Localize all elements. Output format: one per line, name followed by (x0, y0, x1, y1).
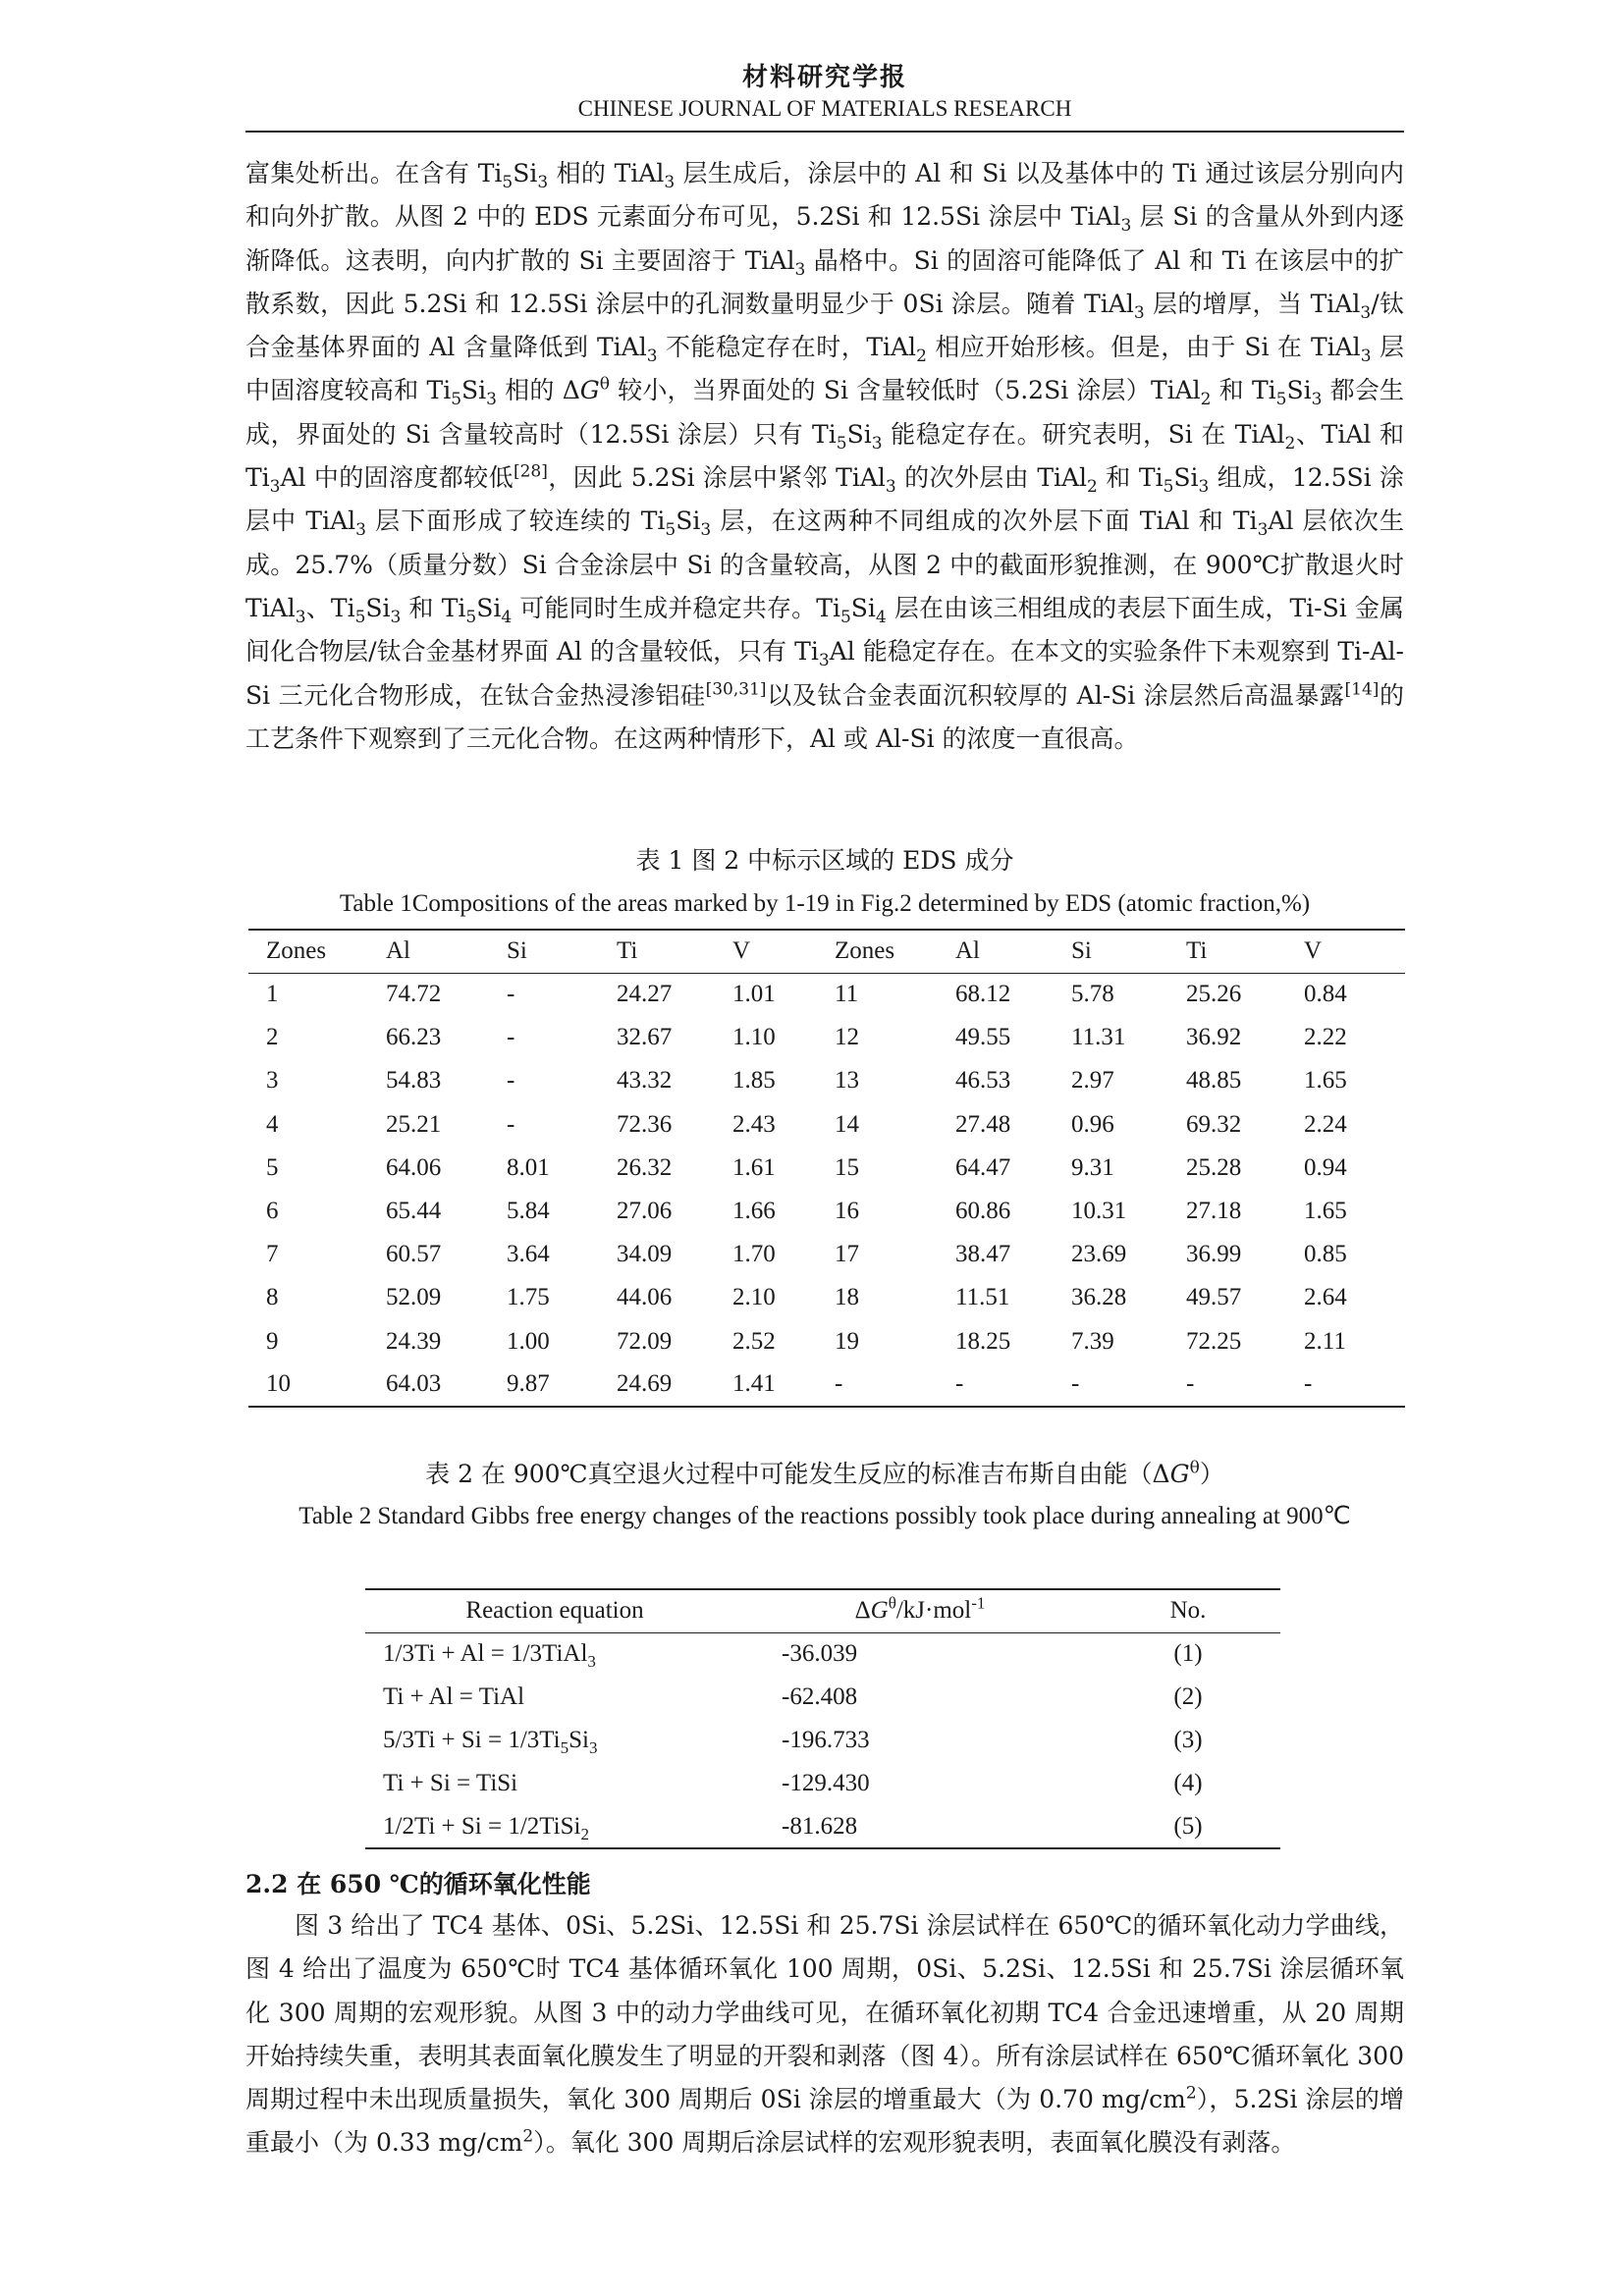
table1-cell: 48.85 (1186, 1067, 1242, 1095)
table2-header-row (365, 1589, 1280, 1632)
table1-cell: 10 (266, 1370, 291, 1398)
table1-cell: 34.09 (617, 1241, 673, 1268)
running-header (245, 61, 1404, 124)
table2-cell: -81.628 (782, 1812, 858, 1840)
table1-cell: 74.72 (386, 981, 442, 1008)
table1-cell: 36.92 (1186, 1024, 1242, 1051)
table1-cell: 1.41 (732, 1370, 776, 1398)
table2-caption-cn: 表 2 在 900℃真空退火过程中可能发生反应的标准吉布斯自由能$(\Delta G^\theta)$ (425, 1458, 1224, 1488)
table2-cell: 1/2Ti + Si = 1/2TiSi$_2$ (383, 1812, 589, 1843)
journal-title-en: CHINESE JOURNAL OF MATERIALS RESEARCH (577, 96, 1072, 121)
table1-cell: - (955, 1370, 964, 1398)
table1-cell: 8 (266, 1284, 279, 1311)
table1-cell: 72.25 (1186, 1327, 1242, 1355)
table1-cell: 66.23 (386, 1024, 442, 1051)
table1-cell: 1.66 (732, 1198, 776, 1225)
body-paragraph: 富集处析出。在含有 $Ti_5Si_3$ 相的 TiAl$_3$ 层生成后，涂层中的 Al 和 Si 以及基体中的 Ti 通过该层分别向内和向外扩散。从图 2 中的 EDS 元素面分布可见，5.2Si 和 12.5Si 涂层中 TiAl$_3$ 层 Si 的含量从外到内逐渐降低。这表明，向内扩散的 Si 主要固溶于 TiAl$_3$ 晶格中。Si 的固溶可能降低了 Al 和 Ti 在该层中的扩散系数，因此 5.2Si 和 12.5Si 涂层中的孔洞数量明显少于 0Si 涂层。随着 TiAl$_3$ 层的增厚，当 TiAl$_3$/钛合金基体界面的 Al 含量降低到 TiAl$_3$ 不能稳定存在时，TiAl$_2$ 相应开始形核。但是，由于 Si 在 TiAl$_3$ 层中固溶度较高和 $Ti_5Si_3$ 相的 $\Delta G^\theta$ 较小，当界面处的 Si 含量较低时（5.2Si 涂层）TiAl$_2$ 和 $Ti_5Si_3$ 都会生成，界面处的 Si 含量较高时（12.5Si 涂层）只有 $Ti_5Si_3$ 能稳定存在。研究表明，Si 在 TiAl$_2$、TiAl 和 $Ti_3Al$ 中的固溶度都较低[28]，因此 5.2Si 涂层中紧邻 TiAl$_3$ 的次外层由 TiAl$_2$ 和 $Ti_5Si_3$ 组成，12.5Si 涂层中 TiAl$_3$ 层下面形成了较连续的 $Ti_5Si_3$ 层，在这两种不同组成的次外层下面 TiAl 和 $Ti_3Al$ 层依次生成。25.7%（质量分数）Si 合金涂层中 Si 的含量较高，从图 2 中的截面形貌推测，在 900℃扩散退火时 TiAl$_3$、$Ti_5Si_3$ 和 $Ti_5Si_4$ 可能同时生成并稳定共存。$Ti_5Si_4$ 层在由该三相组成的表层下面生成，Ti-Si 金属间化合物层/钛合金基材界面 Al 的含量较低，只有 $Ti_3Al$ 能稳定存在。在本文的实验条件下未观察到 Ti-Al-Si 三元化合物形成，在钛合金热浸渗铝硅[30,31]以及钛合金表面沉积较厚的 Al-Si 涂层然后高温暴露[14]的工艺条件下观察到了三元化合物。在这两种情形下，Al 或 Al-Si 的浓度一直很高。 (245, 159, 1405, 753)
table1-row (248, 1103, 1405, 1147)
table1-caption-cn: 表 1 图 2 中标示区域的 EDS 成分 (635, 846, 1014, 875)
table2-row (365, 1676, 1280, 1719)
table2-cell: -36.039 (782, 1640, 858, 1668)
table2-cell: 1/3Ti + Al = 1/3TiAl$_3$ (383, 1640, 596, 1672)
table1-cell: 17 (835, 1241, 859, 1268)
table1-cell: 4 (266, 1110, 279, 1138)
table1-header-cell: Si (507, 937, 527, 965)
table1-cell: 2.43 (732, 1110, 776, 1138)
table1-row (248, 973, 1405, 1016)
section-heading: 2.2 在 650 ℃的循环氧化性能 (245, 1870, 591, 1898)
table1-cell: 23.69 (1071, 1241, 1127, 1268)
table1-cell: 0.96 (1071, 1110, 1114, 1138)
table1-cell: 1.70 (732, 1241, 776, 1268)
table1-cell: 36.28 (1071, 1284, 1127, 1311)
table2-cell: -129.430 (782, 1770, 870, 1796)
table2-cell: (3) (1173, 1727, 1203, 1753)
table1-row (248, 1016, 1405, 1059)
table1-cell: 27.48 (955, 1110, 1011, 1138)
table1-header-cell: V (1304, 937, 1323, 965)
table1-cell: - (1071, 1370, 1080, 1398)
table2-row (365, 1805, 1280, 1848)
table2-cell: Ti + Al = TiAl (383, 1683, 525, 1710)
table1-cell: 72.36 (617, 1110, 673, 1138)
table1-cell: - (507, 1067, 515, 1095)
table1-cell: 2.24 (1304, 1110, 1347, 1138)
table1-header-row (248, 930, 1405, 973)
section-body (245, 1904, 1404, 2165)
table1-cell: 5.78 (1071, 981, 1114, 1008)
table2-cell: (5) (1173, 1812, 1203, 1840)
table1-header-cell: Al (955, 937, 980, 965)
table1-cell: 16 (835, 1198, 859, 1225)
table1-cell: 13 (835, 1067, 859, 1095)
eds-composition-table (248, 929, 1405, 1408)
table1-header-cell: Zones (835, 937, 895, 965)
table1-cell: - (1186, 1370, 1195, 1398)
table1-cell: 2.11 (1304, 1327, 1346, 1355)
table1-cell: 27.18 (1186, 1198, 1242, 1225)
table1-cell: 24.69 (617, 1370, 673, 1398)
table1-cell: 10.31 (1071, 1198, 1127, 1225)
table1-cell: 19 (835, 1327, 859, 1355)
table1-cell: 54.83 (386, 1067, 442, 1095)
table2-header-cell: No. (1169, 1597, 1207, 1625)
table1-cell: 0.85 (1304, 1241, 1347, 1268)
table1-cell: 1.85 (732, 1067, 776, 1095)
table1-cell: 49.57 (1186, 1284, 1242, 1311)
table1-header-cell: Si (1071, 937, 1092, 965)
table1-cell: - (507, 981, 515, 1008)
table1-cell: 36.99 (1186, 1241, 1242, 1268)
gibbs-energy-table (365, 1588, 1280, 1849)
table1-cell: 64.06 (386, 1153, 442, 1181)
table1-cell: 11.31 (1071, 1024, 1126, 1051)
table1-row (248, 1276, 1405, 1319)
table1-cell: 65.44 (386, 1198, 442, 1225)
table1-cell: 5 (266, 1153, 279, 1181)
table1-cell: 1 (266, 981, 279, 1008)
table1-header-cell: Zones (266, 937, 327, 965)
table1-cell: 1.01 (732, 981, 776, 1008)
table1-cell: - (507, 1110, 515, 1138)
table1-body (248, 973, 1405, 1407)
table1-cell: 11 (835, 981, 859, 1008)
table1-cell: 1.00 (507, 1327, 550, 1355)
table1-cell: 0.94 (1304, 1153, 1347, 1181)
table2-header-cell: Reaction equation (465, 1597, 644, 1625)
table1-row (248, 1363, 1405, 1407)
table1-cell: 1.65 (1304, 1067, 1347, 1095)
table1-cell: 26.32 (617, 1153, 673, 1181)
table1-header-cell: V (732, 937, 751, 965)
table1-caption-en: Table 1Compositions of the areas marked by 1-19 in Fig.2 determined by EDS (atomic fraction,%) (339, 890, 1311, 917)
table1-cell: 60.57 (386, 1241, 442, 1268)
header-rule (245, 131, 1404, 133)
table2-cell: -62.408 (782, 1683, 858, 1710)
table2-caption-en: Table 2 Standard Gibbs free energy changes of the reactions possibly took place during annealing at 900℃ (298, 1503, 1351, 1529)
body-text (245, 152, 1404, 761)
table2-body (365, 1632, 1280, 1848)
table1-header-cell: Ti (1186, 937, 1208, 965)
table1-cell: 2.97 (1071, 1067, 1114, 1095)
table1-row (248, 1320, 1405, 1363)
section-paragraph: 图 3 给出了 TC4 基体、0Si、5.2Si、12.5Si 和 25.7Si 涂层试样在 650℃的循环氧化动力学曲线，图 4 给出了温度为 650℃时 TC4 基体循环氧化 100 周期，0Si、5.2Si、12.5Si 和 25.7Si 涂层循环氧化 300 周期的宏观形貌。从图 3 中的动力学曲线可见，在循环氧化初期 TC4 合金迅速增重，从 20 周期开始持续失重，表明其表面氧化膜发生了明显的开裂和剥落（图 4）。所有涂层试样在 650℃循环氧化 300 周期过程中未出现质量损失，氧化 300 周期后 0Si 涂层的增重最大（为 0.70 $mg/cm^2$），5.2Si 涂层的增重最小（为 0.33 $mg/cm^2$）。氧化 300 周期后涂层试样的宏观形貌表明，表面氧化膜没有剥落。 (245, 1911, 1405, 2158)
table2-cell: (1) (1173, 1640, 1203, 1668)
table1-cell: 3.64 (507, 1241, 550, 1268)
table1-cell: 15 (835, 1153, 859, 1181)
table1-cell: 9 (266, 1327, 279, 1355)
table1-cell: 44.06 (617, 1284, 673, 1311)
table2-cell: (4) (1173, 1770, 1203, 1796)
table1-cell: 7.39 (1071, 1327, 1114, 1355)
table1-cell: 43.32 (617, 1067, 673, 1095)
table2-header-cell: $\Delta G^\theta/kJ\cdot mol^{-1}$ (854, 1593, 986, 1625)
table2-cell: -196.733 (782, 1727, 870, 1753)
table1-cell: 0.84 (1304, 981, 1347, 1008)
table1-cell: 14 (835, 1110, 859, 1138)
table1-header-cell: Al (386, 937, 410, 965)
table1-cell: 3 (266, 1067, 279, 1095)
table1-cell: 2.10 (732, 1284, 776, 1311)
table1-cell: 9.31 (1071, 1153, 1114, 1181)
table1-cell: 8.01 (507, 1153, 550, 1181)
table1-cell: 1.65 (1304, 1198, 1347, 1225)
table1-cell: 49.55 (955, 1024, 1011, 1051)
table1-cell: 11.51 (955, 1284, 1010, 1311)
table2-cell: (2) (1173, 1683, 1203, 1710)
table1-cell: 18.25 (955, 1327, 1011, 1355)
table1-cell: 68.12 (955, 981, 1011, 1008)
table1-cell: 38.47 (955, 1241, 1011, 1268)
table1-row (248, 1190, 1405, 1233)
table1-cell: 5.84 (507, 1198, 550, 1225)
table1-cell: 25.28 (1186, 1153, 1242, 1181)
table1-cell: 60.86 (955, 1198, 1011, 1225)
table1-cell: 6 (266, 1198, 279, 1225)
table1-cell: 46.53 (955, 1067, 1011, 1095)
table1-cell: 1.61 (732, 1153, 776, 1181)
table1-row (248, 1147, 1405, 1190)
table1-cell: 7 (266, 1241, 279, 1268)
table1-cell: 52.09 (386, 1284, 442, 1311)
table1-cell: 2.64 (1304, 1284, 1347, 1311)
table1-cell: 24.27 (617, 981, 673, 1008)
table1-cell: 72.09 (617, 1327, 673, 1355)
table2-row (365, 1632, 1280, 1676)
table1-cell: 24.39 (386, 1327, 442, 1355)
table1-cell: 2.22 (1304, 1024, 1347, 1051)
table1-cell: 12 (835, 1024, 859, 1051)
journal-title-cn: 材料研究学报 (741, 63, 907, 92)
table1-row (248, 1233, 1405, 1276)
table2-cell: $5/3Ti + Si = 1/3Ti_5Si_3$ (383, 1727, 598, 1757)
table1-row (248, 1059, 1405, 1102)
table1-cell: 25.21 (386, 1110, 442, 1138)
table1-header-cell: Ti (617, 937, 638, 965)
table1-cell: 69.32 (1186, 1110, 1242, 1138)
table1-cell: 1.10 (732, 1024, 776, 1051)
table1-cell: 27.06 (617, 1198, 673, 1225)
table1-cell: 32.67 (617, 1024, 673, 1051)
table1-cell: 9.87 (507, 1370, 550, 1398)
table2-cell: Ti + Si = TiSi (383, 1770, 518, 1796)
table1-cell: 1.75 (507, 1284, 550, 1311)
table1-cell: 2.52 (732, 1327, 776, 1355)
table1-cell: 2 (266, 1024, 279, 1051)
table1-cell: 64.03 (386, 1370, 442, 1398)
table1-cell: - (1304, 1370, 1313, 1398)
table1-cell: 18 (835, 1284, 859, 1311)
table1-cell: - (835, 1370, 843, 1398)
table2-row (365, 1762, 1280, 1805)
table2-row (365, 1719, 1280, 1762)
table1-cell: - (507, 1024, 515, 1051)
table1-cell: 64.47 (955, 1153, 1011, 1181)
table1-cell: 25.26 (1186, 981, 1242, 1008)
